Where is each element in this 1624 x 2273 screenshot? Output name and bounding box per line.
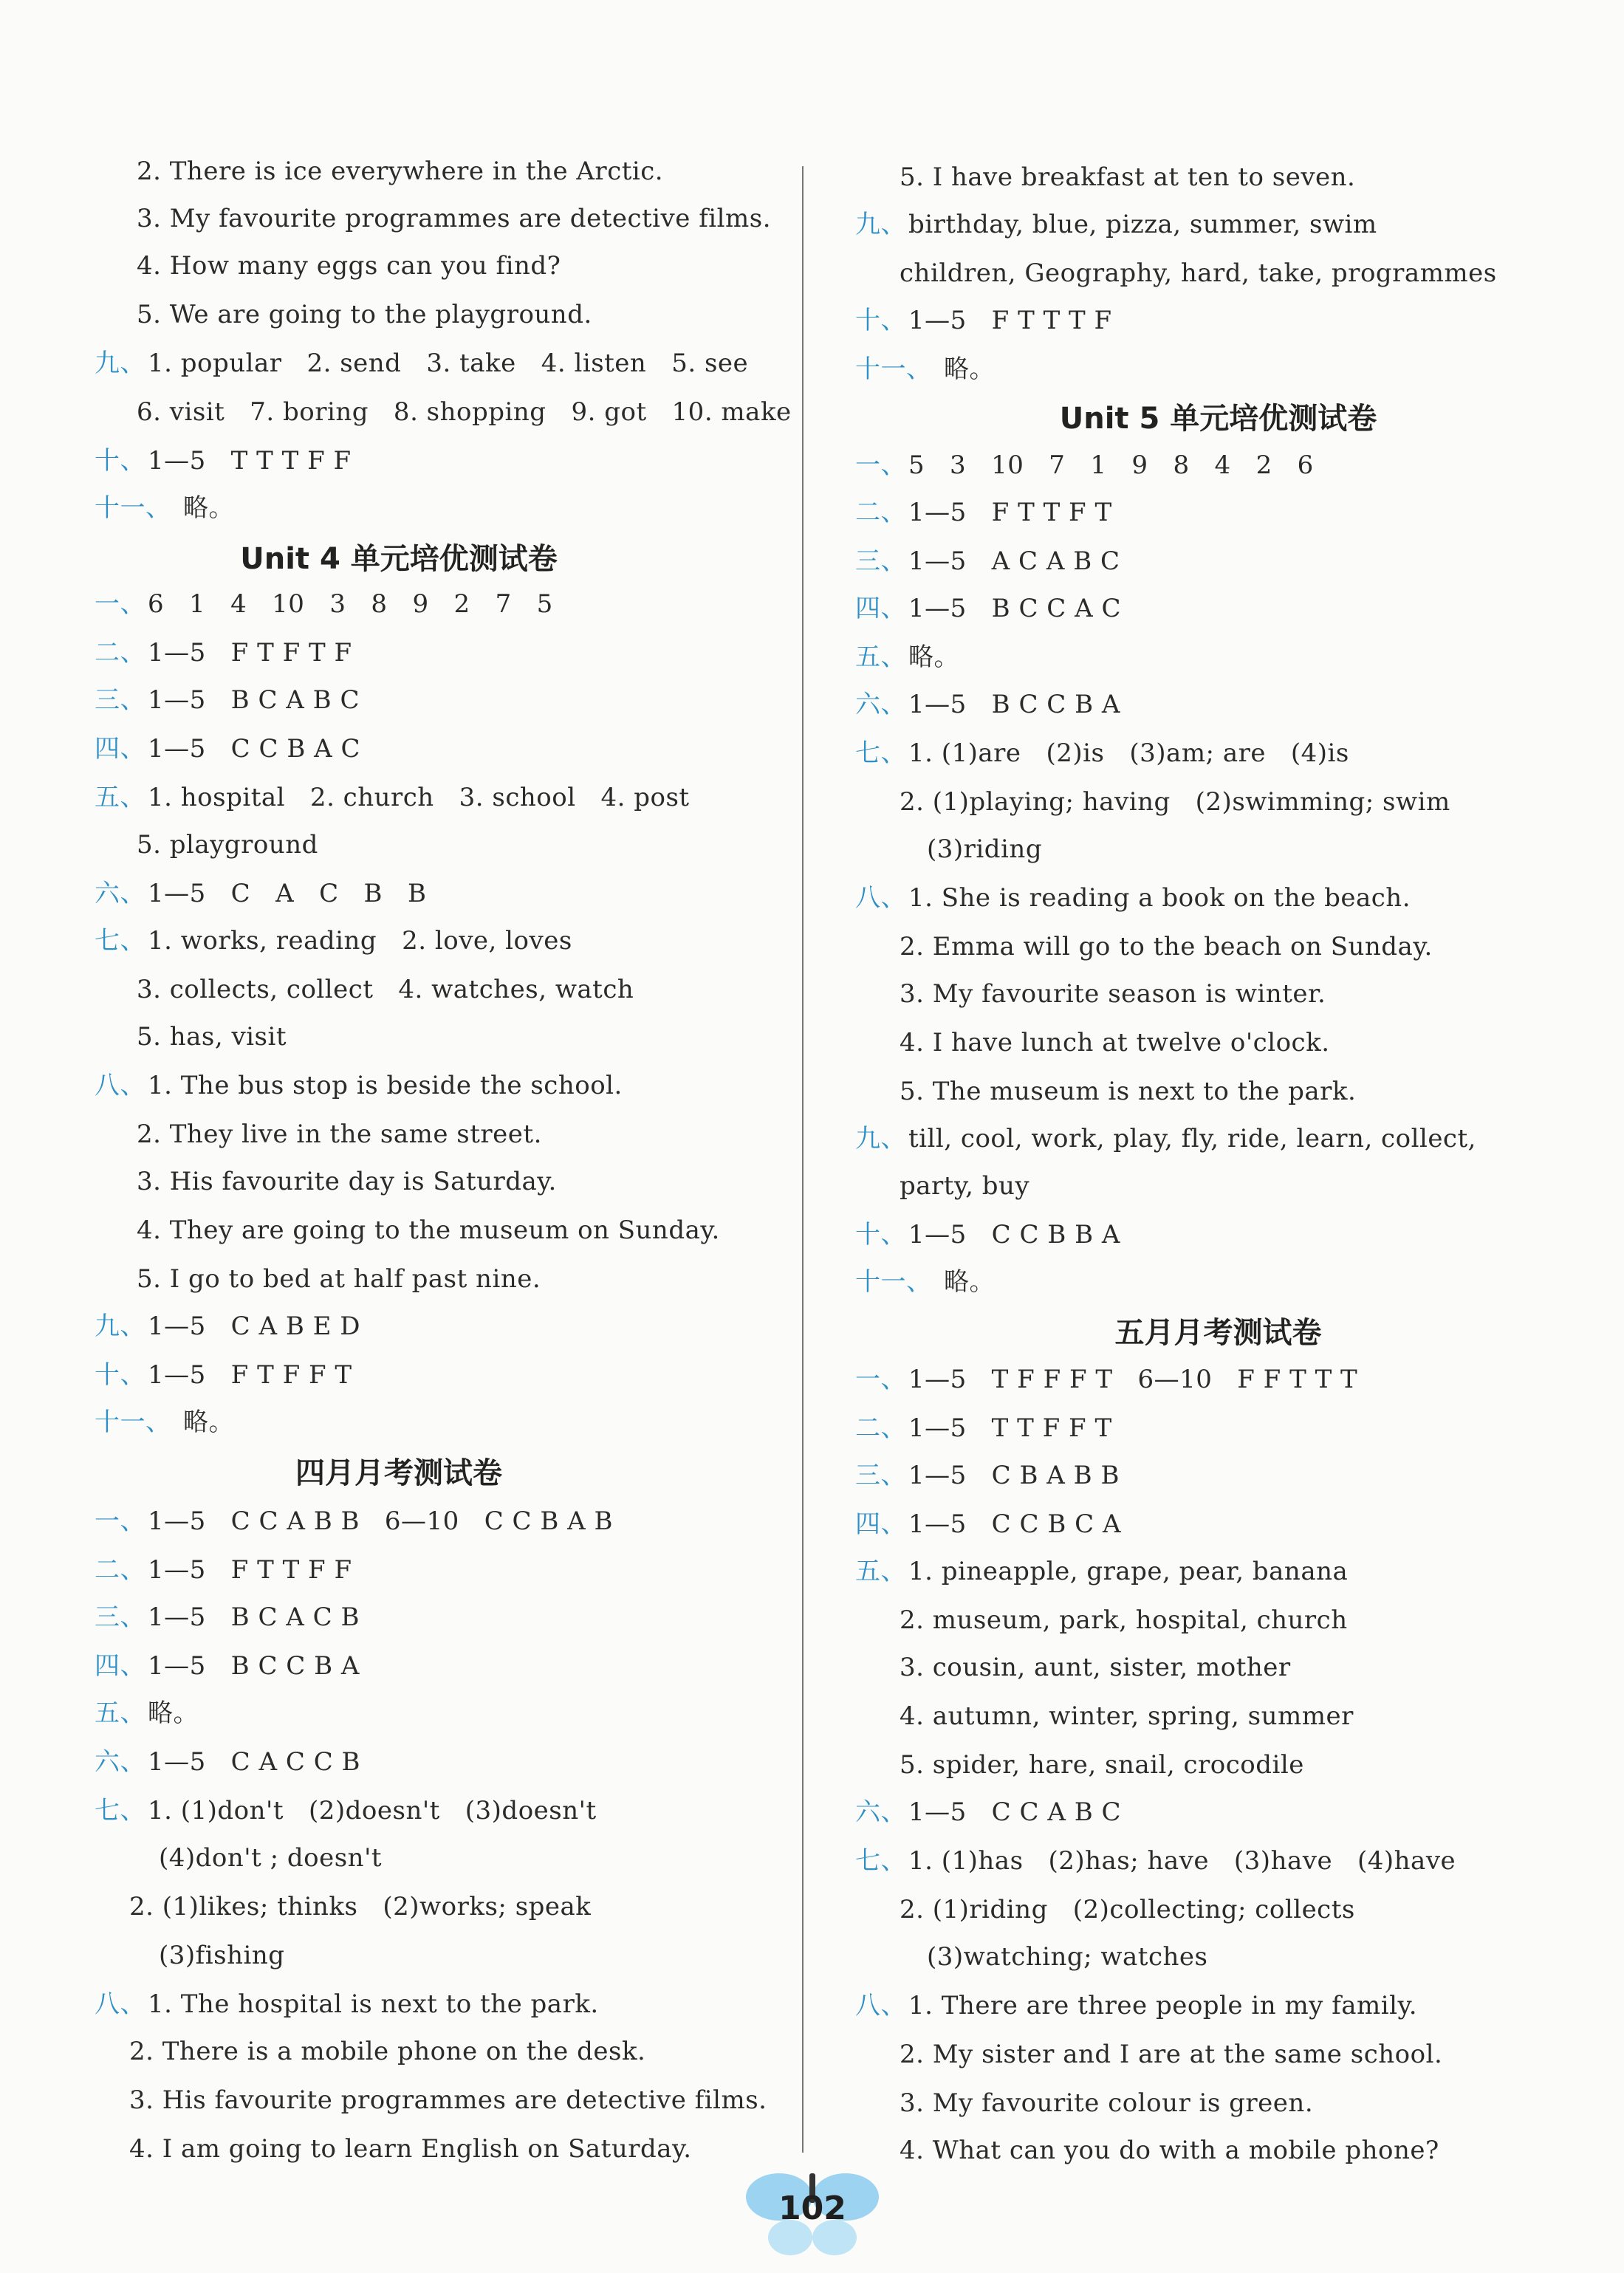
answer-line (812, 304, 1624, 337)
question-number: 十、 (95, 1360, 145, 1390)
answer-line (812, 1604, 1624, 1636)
answer-line (0, 492, 798, 524)
answer-line (812, 257, 1624, 289)
question-number: 二、 (95, 1555, 145, 1585)
question-number: 五、 (95, 1698, 145, 1728)
answer-text: 1—5 A C A B C (908, 546, 1120, 576)
question-number: 三、 (855, 546, 906, 576)
question-number: 十、 (855, 1220, 906, 1249)
question-number: 七、 (855, 738, 906, 768)
answer-line (812, 208, 1624, 241)
answer-line (812, 641, 1624, 673)
answer-line (0, 1988, 798, 2020)
answer-text: 4. I am going to learn English on Saturday. (129, 2134, 692, 2164)
answer-line (0, 347, 798, 380)
answer-line (0, 1263, 798, 1295)
answer-text: 2. (1)riding (2)collecting; collects (900, 1895, 1355, 1924)
answer-text: 1—5 F T T T F (908, 306, 1112, 335)
answer-line (0, 1650, 798, 1682)
answer-line (812, 1026, 1624, 1059)
question-number: 八、 (95, 1989, 145, 2019)
answer-text: 1. works, reading 2. love, loves (148, 926, 572, 956)
answer-line (0, 298, 798, 331)
answer-text: 2. museum, park, hospital, church (900, 1605, 1348, 1635)
answer-text: 1. (1)don't (2)doesn't (3)doesn't (148, 1796, 597, 1825)
answer-text: children, Geography, hard, take, programmes (900, 258, 1497, 288)
question-number: 三、 (95, 685, 145, 715)
question-number: 二、 (95, 638, 145, 668)
answer-text: 1. (1)are (2)is (3)am; are (4)is (908, 738, 1349, 768)
answer-text: 6 1 4 10 3 8 9 2 7 5 (148, 589, 553, 619)
answer-line (812, 1412, 1624, 1444)
answer-line (0, 1842, 798, 1874)
question-number: 八、 (855, 1991, 906, 2020)
answer-line (0, 588, 798, 620)
answer-line (812, 737, 1624, 769)
answer-text: 2. Emma will go to the beach on Sunday. (900, 932, 1433, 961)
answer-text: 1—5 C C B A C (148, 734, 360, 764)
answer-line (812, 786, 1624, 818)
answer-line (0, 733, 798, 765)
answer-line (0, 155, 798, 188)
answer-text: 1. There are three people in my family. (908, 1991, 1418, 2020)
page-number: 102 (778, 2190, 846, 2227)
question-number: 九、 (95, 349, 145, 378)
answer-line (812, 833, 1624, 865)
answer-line (0, 2035, 798, 2068)
question-number: 三、 (95, 1602, 145, 1632)
answer-text: 略。 (944, 354, 995, 384)
answer-text: 1—5 C C B B A (908, 1220, 1120, 1249)
answer-text: 1—5 B C C B A (908, 690, 1120, 719)
answer-line (812, 1555, 1624, 1588)
question-number: 一、 (95, 589, 145, 619)
question-number: 八、 (95, 1071, 145, 1100)
answer-text: 略。 (148, 1698, 199, 1728)
answer-text: 略。 (944, 1267, 995, 1297)
answer-text: 3. His favourite day is Saturday. (137, 1167, 557, 1196)
question-number: 四、 (95, 1651, 145, 1681)
question-number: 四、 (855, 1509, 906, 1539)
answer-text: 1. The bus stop is beside the school. (148, 1071, 623, 1100)
question-number: 一、 (855, 1365, 906, 1394)
answer-text: (3)watching; watches (927, 1942, 1208, 1972)
answer-line (0, 1697, 798, 1729)
answer-text: 略。 (183, 1408, 234, 1437)
answer-line (812, 1651, 1624, 1684)
answer-text: 1. hospital 2. church 3. school 4. post (148, 783, 690, 812)
answer-text: 5. spider, hare, snail, crocodile (900, 1750, 1304, 1780)
answer-line (0, 637, 798, 669)
answer-text: 5. The museum is next to the park. (900, 1077, 1357, 1106)
question-number: 四、 (95, 734, 145, 764)
answer-line (812, 2087, 1624, 2119)
answer-line (812, 1170, 1624, 1202)
answer-line (812, 1075, 1624, 1108)
column-divider (802, 166, 804, 2153)
answer-text: 1—5 F T T F F (148, 1555, 352, 1585)
section-heading: 五月月考测试卷 (1114, 1316, 1322, 1350)
answer-text: 1. pineapple, grape, pear, banana (908, 1557, 1349, 1586)
answer-line (812, 1700, 1624, 1732)
answer-text: 3. My favourite programmes are detective films. (137, 204, 772, 233)
answer-text: 1—5 C A C B B (148, 879, 427, 908)
answer-line (0, 925, 798, 957)
page-number-badge (739, 2167, 886, 2271)
answer-text: 1. She is reading a book on the beach. (908, 883, 1411, 913)
answer-text: 4. They are going to the museum on Sunday. (137, 1216, 720, 1245)
answer-line (812, 1459, 1624, 1492)
question-number: 四、 (855, 594, 906, 623)
section-heading: Unit 4 单元培优测试卷 (240, 542, 558, 576)
answer-line (812, 1218, 1624, 1251)
answer-text: 6. visit 7. boring 8. shopping 9. got 10. make (137, 397, 792, 427)
answer-text: 4. How many eggs can you find? (137, 251, 561, 281)
question-number: 五、 (855, 642, 906, 672)
section-heading: 四月月考测试卷 (295, 1456, 502, 1490)
answer-text: 1—5 B C C A C (908, 594, 1121, 623)
answer-text: 2. They live in the same street. (137, 1120, 542, 1149)
answer-text: 1—5 B C A B C (148, 685, 360, 715)
answer-line (0, 1214, 798, 1247)
question-number: 八、 (855, 883, 906, 913)
answer-line (812, 353, 1624, 385)
answer-line (0, 1406, 798, 1439)
answer-line (0, 250, 798, 282)
answer-text: 5. has, visit (137, 1022, 287, 1052)
answer-line (812, 161, 1624, 193)
question-number: 五、 (95, 783, 145, 812)
question-number: 五、 (855, 1557, 906, 1586)
answer-line (0, 2084, 798, 2116)
answer-line (812, 1363, 1624, 1396)
answer-text: 4. What can you do with a mobile phone? (900, 2136, 1439, 2165)
answer-text: 1—5 C A C C B (148, 1747, 360, 1777)
answer-line (812, 978, 1624, 1010)
question-number: 七、 (95, 1796, 145, 1825)
answer-text: (3)riding (927, 834, 1043, 864)
answer-line (0, 1359, 798, 1391)
answer-text: 2. There is a mobile phone on the desk. (129, 2037, 646, 2066)
answer-text: 1—5 T F F F T 6—10 F F T T T (908, 1365, 1358, 1394)
answer-line (0, 1505, 798, 1537)
question-number: 六、 (855, 690, 906, 719)
question-number: 六、 (95, 1747, 145, 1777)
answer-text: 1. The hospital is next to the park. (148, 1989, 599, 2019)
answer-text: 1—5 C C A B C (908, 1797, 1121, 1827)
answer-line (812, 1845, 1624, 1877)
answer-line (0, 1069, 798, 1102)
answer-line (0, 684, 798, 716)
answer-text: 5. I go to bed at half past nine. (137, 1264, 541, 1294)
answer-text: 3. collects, collect 4. watches, watch (137, 975, 634, 1004)
answer-line (0, 1554, 798, 1586)
answer-line (0, 1601, 798, 1633)
answer-line (812, 1796, 1624, 1828)
answer-line (812, 2134, 1624, 2167)
answer-text: 略。 (908, 642, 959, 672)
answer-line (0, 1118, 798, 1151)
answer-text: 1—5 T T F F T (908, 1413, 1112, 1443)
answer-text: 1. popular 2. send 3. take 4. listen 5. see (148, 349, 749, 378)
answer-text: 4. I have lunch at twelve o'clock. (900, 1028, 1330, 1057)
answer-line (0, 973, 798, 1006)
question-number: 九、 (95, 1312, 145, 1341)
answer-text: 5. We are going to the playground. (137, 300, 592, 329)
answer-line (0, 202, 798, 235)
answer-text: 略。 (183, 493, 234, 523)
question-number: 一、 (95, 1506, 145, 1536)
answer-line (0, 877, 798, 910)
answer-line (0, 1310, 798, 1343)
answer-line (812, 1989, 1624, 2022)
question-number: 九、 (855, 1124, 906, 1153)
answer-text: 4. autumn, winter, spring, summer (900, 1701, 1354, 1731)
answer-text: till, cool, work, play, fly, ride, learn, collect, (908, 1124, 1476, 1153)
answer-text: 1—5 F T F T F (148, 638, 352, 668)
question-number: 十一、 (95, 493, 171, 523)
answer-text: 1—5 C B A B B (908, 1461, 1120, 1490)
answer-line (812, 1122, 1624, 1155)
answer-text: 3. My favourite colour is green. (900, 2088, 1314, 2118)
answer-line (0, 1021, 798, 1053)
section-heading: Unit 5 单元培优测试卷 (1059, 402, 1377, 436)
answer-line (0, 1165, 798, 1198)
answer-text: 1—5 F T F F T (148, 1360, 352, 1390)
answer-text: 1. (1)has (2)has; have (3)have (4)have (908, 1846, 1456, 1876)
question-number: 十、 (855, 306, 906, 335)
question-number: 七、 (95, 926, 145, 956)
answer-line (812, 1266, 1624, 1298)
answer-line (812, 882, 1624, 914)
answer-text: 5. playground (137, 830, 318, 860)
question-number: 六、 (855, 1797, 906, 1827)
answer-line (0, 1746, 798, 1778)
answer-text: (3)fishing (159, 1941, 285, 1970)
answer-line (0, 781, 798, 814)
answer-line (0, 1939, 798, 1972)
question-number: 三、 (855, 1461, 906, 1490)
answer-text: 3. My favourite season is winter. (900, 979, 1326, 1009)
answer-line (0, 1794, 798, 1827)
question-number: 十一、 (95, 1408, 171, 1437)
answer-line (812, 688, 1624, 721)
answer-text: 1—5 F T T F T (908, 498, 1112, 527)
answer-line (0, 829, 798, 861)
answer-line (812, 1749, 1624, 1781)
answer-text: 2. (1)playing; having (2)swimming; swim (900, 787, 1450, 817)
answer-text: 2. (1)likes; thinks (2)works; speak (129, 1892, 592, 1921)
answer-text: 3. cousin, aunt, sister, mother (900, 1653, 1291, 1682)
question-number: 十一、 (855, 1267, 932, 1297)
answer-text: 5 3 10 7 1 9 8 4 2 6 (908, 450, 1314, 480)
answer-line (0, 396, 798, 428)
question-number: 十一、 (855, 354, 932, 384)
question-number: 一、 (855, 450, 906, 480)
answer-text: 1—5 B C A C B (148, 1602, 360, 1632)
answer-text: (4)don't ; doesn't (159, 1843, 383, 1873)
question-number: 七、 (855, 1846, 906, 1876)
answer-line (812, 930, 1624, 963)
answer-text: 3. His favourite programmes are detective films. (129, 2085, 767, 2115)
answer-text: 1—5 B C C B A (148, 1651, 360, 1681)
answer-line (812, 592, 1624, 625)
answer-line (812, 1893, 1624, 1926)
question-number: 九、 (855, 210, 906, 239)
answer-text: birthday, blue, pizza, summer, swim (908, 210, 1377, 239)
answer-line (0, 2133, 798, 2165)
answer-line (812, 496, 1624, 529)
answer-line (812, 1508, 1624, 1540)
answer-text: 1—5 T T T F F (148, 446, 352, 476)
answer-text: 1—5 C C A B B 6—10 C C B A B (148, 1506, 613, 1536)
answer-line (812, 2038, 1624, 2071)
question-number: 二、 (855, 498, 906, 527)
question-number: 十、 (95, 446, 145, 476)
answer-text: 1—5 C C B C A (908, 1509, 1121, 1539)
answer-text: 5. I have breakfast at ten to seven. (900, 162, 1356, 192)
answer-text: 2. My sister and I are at the same school. (900, 2040, 1443, 2069)
answer-text: 1—5 C A B E D (148, 1312, 361, 1341)
answer-text: party, buy (900, 1171, 1030, 1201)
answer-line (0, 1890, 798, 1923)
question-number: 二、 (855, 1413, 906, 1443)
question-number: 六、 (95, 879, 145, 908)
answer-line (812, 545, 1624, 577)
answer-line (0, 445, 798, 477)
answer-text: 2. There is ice everywhere in the Arctic. (137, 157, 664, 186)
answer-line (812, 449, 1624, 481)
answer-line (812, 1941, 1624, 1973)
